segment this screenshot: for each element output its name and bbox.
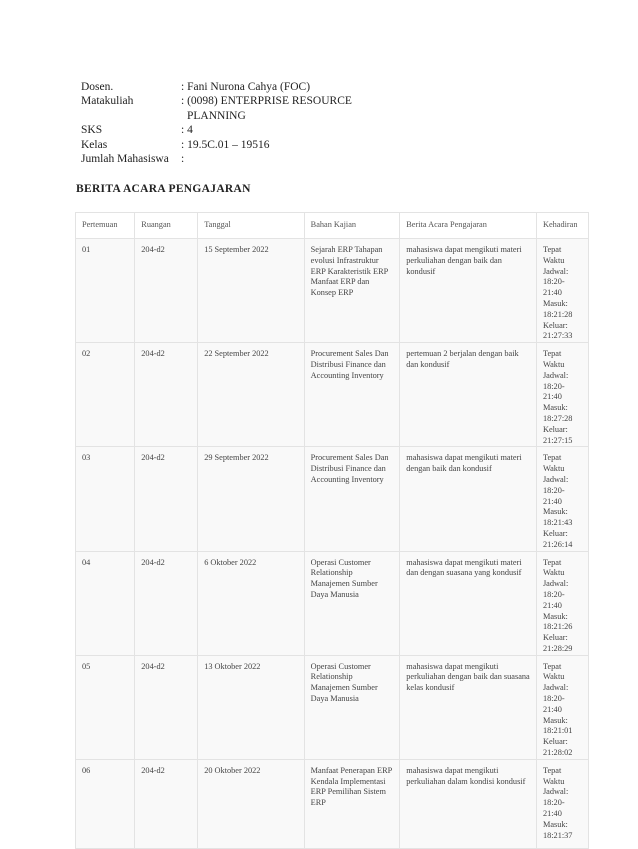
header-tanggal: Tanggal — [198, 213, 304, 239]
section-title: BERITA ACARA PENGAJARAN — [76, 183, 251, 195]
cell-tanggal: 15 September 2022 — [198, 239, 304, 343]
cell-bahan-kajian: Manfaat Penerapan ERP Kendala Implementasi ERP Pemilihan Sistem ERP — [304, 759, 400, 848]
table-header-row — [76, 213, 589, 239]
table-row — [76, 551, 589, 655]
cell-tanggal: 13 Oktober 2022 — [198, 655, 304, 759]
info-row-jumlah — [81, 152, 387, 166]
header-berita-acara: Berita Acara Pengajaran — [400, 213, 537, 239]
dosen-label: Dosen. — [81, 81, 114, 93]
table-row — [76, 759, 589, 848]
table-row — [76, 655, 589, 759]
cell-kehadiran: Tepat Waktu Jadwal: 18:20-21:40 Masuk: 18:21:26 Keluar: 21:28:29 — [536, 551, 588, 655]
table-row — [76, 343, 589, 447]
attendance-table — [75, 212, 589, 849]
cell-ruangan: 204-d2 — [135, 447, 198, 551]
table-row — [76, 239, 589, 343]
cell-pertemuan: 03 — [76, 447, 135, 551]
info-row-dosen — [81, 80, 387, 94]
cell-berita-acara: mahasiswa dapat mengikuti materi perkuliahan dengan baik dan kondusif — [400, 239, 537, 343]
cell-berita-acara: mahasiswa dapat mengikuti materi dan dengan suasana yang kondusif — [400, 551, 537, 655]
jumlah-label: Jumlah Mahasiswa — [81, 153, 169, 166]
sks-label: SKS — [81, 124, 103, 137]
course-info — [81, 80, 387, 166]
header-ruangan: Ruangan — [135, 213, 198, 239]
cell-ruangan: 204-d2 — [135, 759, 198, 848]
cell-kehadiran: Tepat Waktu Jadwal: 18:20-21:40 Masuk: 18:21:43 Keluar: 21:26:14 — [536, 447, 588, 551]
cell-tanggal: 22 September 2022 — [198, 343, 304, 447]
info-row-sks — [81, 123, 387, 137]
cell-ruangan: 204-d2 — [135, 343, 198, 447]
matakuliah-value-cont: PLANNING — [187, 109, 246, 122]
cell-pertemuan: 02 — [76, 343, 135, 447]
cell-berita-acara: pertemuan 2 berjalan dengan baik dan kondusif — [400, 343, 537, 447]
cell-ruangan: 204-d2 — [135, 551, 198, 655]
info-row-kelas — [81, 138, 387, 152]
cell-berita-acara: mahasiswa dapat mengikuti materi dengan baik dan kondusif — [400, 447, 537, 551]
cell-tanggal: 29 September 2022 — [198, 447, 304, 551]
cell-berita-acara: mahasiswa dapat mengikuti perkuliahan dalam kondisi kondusif — [400, 759, 537, 848]
kelas-label: Kelas — [81, 138, 108, 151]
cell-kehadiran: Tepat Waktu Jadwal: 18:20-21:40 Masuk: 18:21:28 Keluar: 21:27:33 — [536, 239, 588, 343]
kelas-value: : 19.5C.01 – 19516 — [181, 138, 270, 151]
header-pertemuan: Pertemuan — [76, 213, 135, 239]
sks-value: : 4 — [181, 124, 193, 137]
cell-pertemuan: 01 — [76, 239, 135, 343]
cell-kehadiran: Tepat Waktu Jadwal: 18:20-21:40 Masuk: 18:21:01 Keluar: 21:28:02 — [536, 655, 588, 759]
cell-bahan-kajian: Operasi Customer Relationship Manajemen Sumber Daya Manusia — [304, 551, 400, 655]
cell-bahan-kajian: Operasi Customer Relationship Manajemen Sumber Daya Manusia — [304, 655, 400, 759]
cell-bahan-kajian: Procurement Sales Dan Distribusi Finance dan Accounting Inventory — [304, 447, 400, 551]
cell-pertemuan: 04 — [76, 551, 135, 655]
jumlah-value: : — [181, 153, 185, 166]
cell-bahan-kajian: Procurement Sales Dan Distribusi Finance dan Accounting Inventory — [304, 343, 400, 447]
cell-kehadiran: Tepat Waktu Jadwal: 18:20-21:40 Masuk: 18:27:28 Keluar: 21:27:15 — [536, 343, 588, 447]
matakuliah-label: Matakuliah — [81, 95, 134, 108]
dosen-value: : Fani Nurona Cahya (FOC) — [181, 81, 311, 93]
matakuliah-value: : (0098) ENTERPRISE RESOURCE — [181, 95, 352, 108]
header-kehadiran: Kehadiran — [536, 213, 588, 239]
cell-pertemuan: 05 — [76, 655, 135, 759]
table-row — [76, 447, 589, 551]
info-row-matakuliah — [81, 94, 387, 108]
cell-tanggal: 20 Oktober 2022 — [198, 759, 304, 848]
cell-ruangan: 204-d2 — [135, 239, 198, 343]
cell-pertemuan: 06 — [76, 759, 135, 848]
info-row-matakuliah-cont — [81, 109, 387, 123]
cell-kehadiran: Tepat Waktu Jadwal: 18:20-21:40 Masuk: 18:21:37 — [536, 759, 588, 848]
header-bahan-kajian: Bahan Kajian — [304, 213, 400, 239]
cell-bahan-kajian: Sejarah ERP Tahapan evolusi Infrastruktur ERP Karakteristik ERP Manfaat ERP dan Konsep ERP — [304, 239, 400, 343]
cell-berita-acara: mahasiswa dapat mengikuti perkuliahan dengan baik dan suasana kelas kondusif — [400, 655, 537, 759]
cell-ruangan: 204-d2 — [135, 655, 198, 759]
cell-tanggal: 6 Oktober 2022 — [198, 551, 304, 655]
